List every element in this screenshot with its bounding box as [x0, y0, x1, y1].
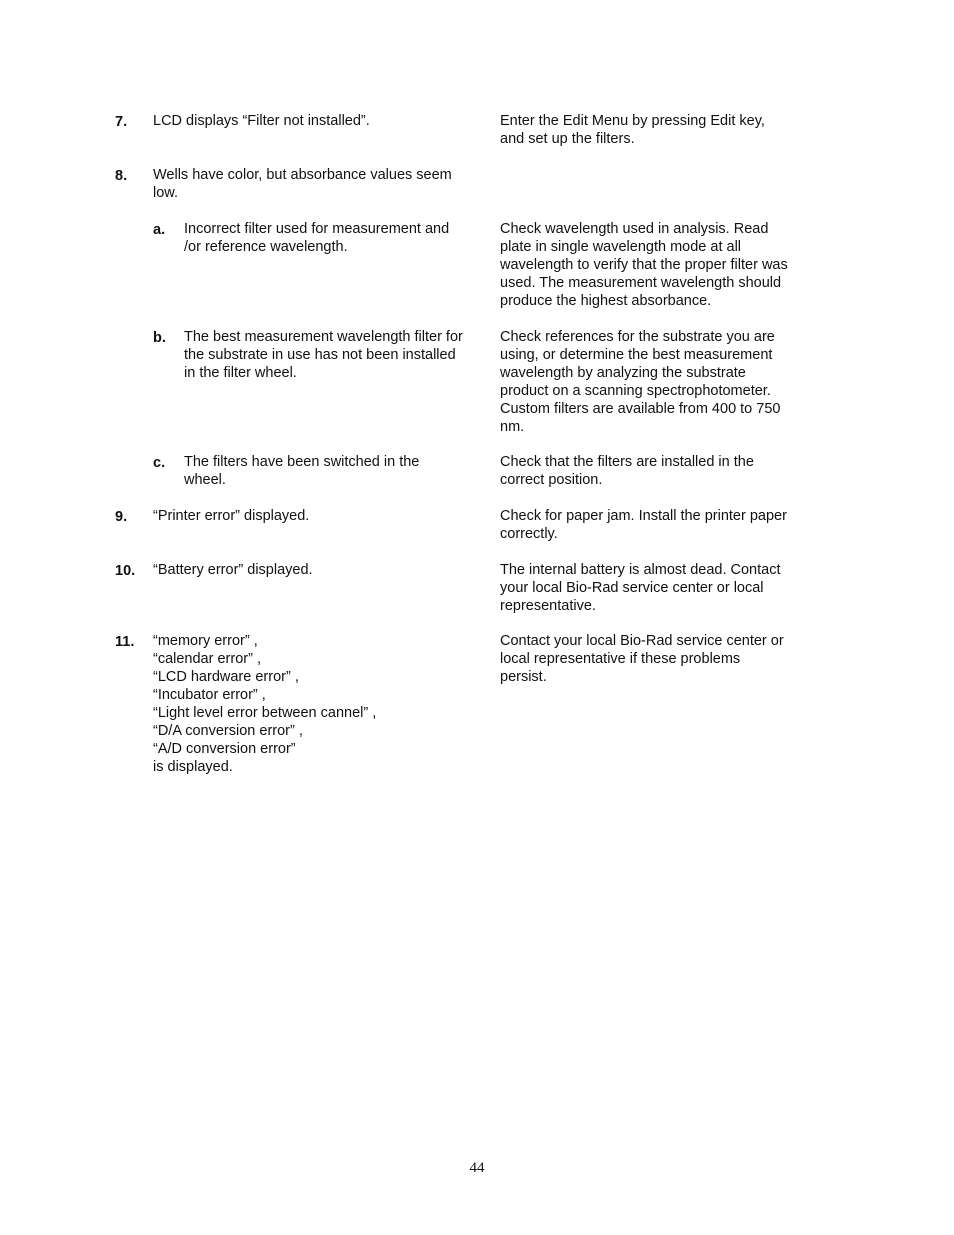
- problem-line: wheel.: [184, 472, 226, 488]
- solution-text: [500, 632, 815, 686]
- problem-line: in the filter wheel.: [184, 365, 297, 381]
- problem-line: “LCD hardware error” ,: [153, 669, 299, 685]
- solution-line: correct position.: [500, 472, 603, 488]
- solution-line: wavelength by analyzing the substrate: [500, 365, 746, 381]
- solution-line: persist.: [500, 669, 547, 685]
- solution-line: Check for paper jam. Install the printer paper: [500, 508, 787, 524]
- problem-line: The best measurement wavelength filter for: [184, 329, 463, 345]
- problem-line: The filters have been switched in the: [184, 454, 420, 470]
- problem-line: “memory error” ,: [153, 633, 258, 649]
- solution-line: correctly.: [500, 526, 558, 542]
- item-number: 11.: [115, 634, 135, 650]
- problem-text: [153, 166, 488, 202]
- solution-line: representative.: [500, 598, 596, 614]
- problem-line: Wells have color, but absorbance values seem: [153, 167, 452, 183]
- solution-line: Check references for the substrate you are: [500, 329, 775, 345]
- problem-line: “Light level error between cannel” ,: [153, 705, 377, 721]
- solution-text: [500, 453, 815, 489]
- problem-line: is displayed.: [153, 759, 233, 775]
- problem-text: [184, 328, 488, 382]
- item-number: 8.: [115, 168, 128, 184]
- problem-line: the substrate in use has not been installed: [184, 347, 456, 363]
- solution-line: plate in single wavelength mode at all: [500, 239, 742, 255]
- solution-text: [500, 561, 815, 615]
- problem-line: “D/A conversion error” ,: [153, 723, 303, 739]
- solution-text: [500, 112, 815, 148]
- problem-line: “A/D conversion error”: [153, 741, 296, 757]
- problem-line: “Printer error” displayed.: [153, 508, 310, 524]
- solution-line: nm.: [500, 419, 525, 435]
- problem-line: Incorrect filter used for measurement and: [184, 221, 450, 237]
- solution-text: [500, 328, 815, 436]
- solution-line: produce the highest absorbance.: [500, 293, 712, 309]
- problem-line: low.: [153, 185, 178, 201]
- solution-line: used. The measurement wavelength should: [500, 275, 782, 291]
- item-number: 10.: [115, 563, 136, 579]
- solution-line: and set up the filters.: [500, 131, 635, 147]
- problem-text: [153, 507, 488, 525]
- solution-line: Custom filters are available from 400 to 750: [500, 401, 781, 417]
- problem-text: [184, 453, 488, 489]
- solution-line: your local Bio-Rad service center or local: [500, 580, 764, 596]
- solution-text: [500, 507, 815, 543]
- solution-line: Contact your local Bio-Rad service center or: [500, 633, 784, 649]
- problem-line: “Battery error” displayed.: [153, 562, 313, 578]
- solution-line: Enter the Edit Menu by pressing Edit key,: [500, 113, 765, 129]
- subitem-letter: b.: [153, 330, 166, 346]
- solution-line: product on a scanning spectrophotometer.: [500, 383, 771, 399]
- solution-line: local representative if these problems: [500, 651, 741, 667]
- page-number: 44: [469, 1160, 485, 1176]
- solution-text: [500, 220, 815, 310]
- problem-line: “Incubator error” ,: [153, 687, 266, 703]
- problem-line: “calendar error” ,: [153, 651, 261, 667]
- problem-text: [153, 632, 488, 776]
- solution-line: wavelength to verify that the proper filter was: [500, 257, 788, 273]
- solution-line: Check that the filters are installed in the: [500, 454, 754, 470]
- problem-text: [153, 112, 488, 130]
- solution-line: using, or determine the best measurement: [500, 347, 773, 363]
- item-number: 9.: [115, 509, 128, 525]
- problem-line: LCD displays “Filter not installed”.: [153, 113, 370, 129]
- problem-text: [184, 220, 488, 256]
- solution-line: Check wavelength used in analysis. Read: [500, 221, 769, 237]
- item-number: 7.: [115, 114, 128, 130]
- subitem-letter: a.: [153, 222, 166, 238]
- problem-line: /or reference wavelength.: [184, 239, 348, 255]
- solution-line: The internal battery is almost dead. Contact: [500, 562, 781, 578]
- problem-text: [153, 561, 488, 579]
- subitem-letter: c.: [153, 455, 166, 471]
